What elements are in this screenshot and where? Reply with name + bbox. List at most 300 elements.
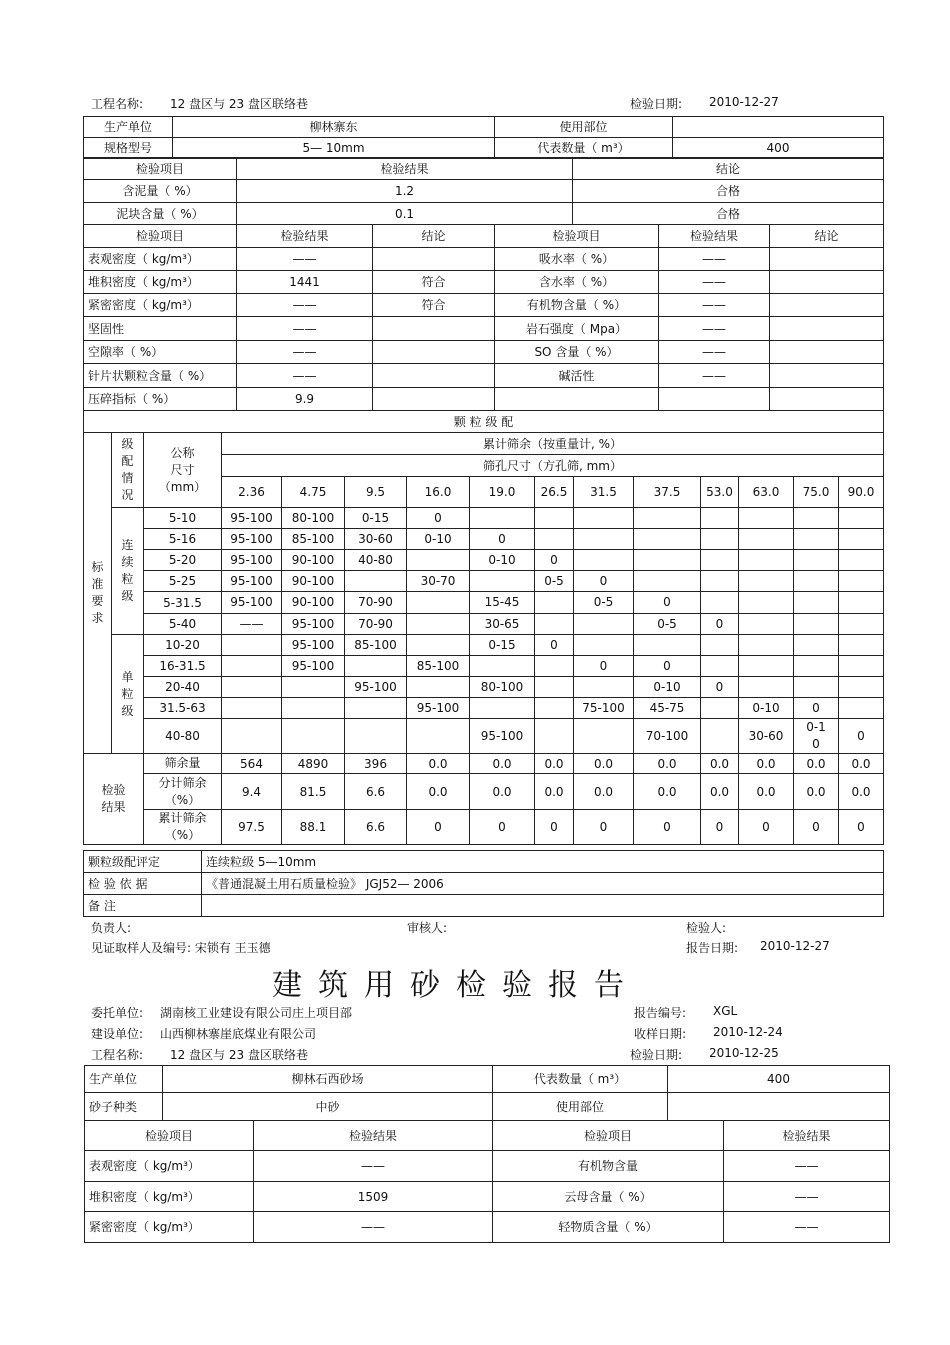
- value-cell: [634, 550, 701, 571]
- value-cell: [222, 635, 282, 656]
- value-cell: 70-100: [634, 719, 701, 754]
- sand-type-label: 砂子种类: [85, 1093, 163, 1121]
- value-cell: [794, 571, 839, 592]
- value-cell: 0: [794, 810, 839, 845]
- sand-prop-item: 紧密密度（ kg/m³）: [85, 1212, 254, 1243]
- size-cell: 31.5-63: [144, 698, 222, 719]
- prop-result-right: ——: [659, 271, 770, 294]
- builder-value: 山西柳林寨崖底煤业有限公司: [160, 1027, 317, 1041]
- prop-conclusion: [373, 317, 495, 341]
- mud-conclusion: 合格: [573, 180, 884, 203]
- test-result-label: 检验 结果: [84, 754, 144, 845]
- value-cell: 0.0: [634, 754, 701, 774]
- value-cell: 80-100: [282, 508, 345, 529]
- value-cell: [739, 508, 794, 529]
- value-cell: [634, 635, 701, 656]
- value-cell: [282, 698, 345, 719]
- value-cell: [222, 698, 282, 719]
- remark-value: [202, 895, 884, 917]
- use-part-label: 使用部位: [495, 117, 673, 138]
- value-cell: [222, 677, 282, 698]
- sand-props-table: [84, 1120, 890, 1243]
- value-cell: 30-65: [470, 614, 535, 635]
- value-cell: 0.0: [739, 774, 794, 810]
- sand-prop-result-right: ——: [724, 1151, 890, 1182]
- value-cell: [535, 508, 574, 529]
- value-cell: [839, 698, 884, 719]
- value-cell: [794, 508, 839, 529]
- value-cell: [535, 656, 574, 677]
- table-row: [84, 614, 884, 635]
- value-cell: [535, 698, 574, 719]
- prop-item-right: 岩石强度（ Mpa）: [495, 317, 659, 341]
- size-cell: 5-16: [144, 529, 222, 550]
- prop-item: 紧密密度（ kg/m³）: [84, 294, 237, 317]
- value-cell: [839, 677, 884, 698]
- prop-item: 压碎指标（ %）: [84, 388, 237, 411]
- value-cell: [701, 571, 739, 592]
- table-row: [84, 810, 884, 845]
- value-cell: [407, 635, 470, 656]
- value-cell: [739, 529, 794, 550]
- value-cell: 0-5: [574, 592, 634, 614]
- value-cell: [407, 719, 470, 754]
- prop-conclusion: [373, 388, 495, 411]
- result-row-label: 累计筛余 （%）: [144, 810, 222, 845]
- value-cell: [574, 635, 634, 656]
- value-cell: [839, 529, 884, 550]
- sand-producer-label: 生产单位: [85, 1066, 163, 1093]
- value-cell: [839, 592, 884, 614]
- sieve-size-cell: 31.5: [574, 477, 634, 508]
- prop-item-right: SO 含量（ %）: [495, 341, 659, 364]
- rating-value: 连续粒级 5—10mm: [202, 851, 884, 873]
- value-cell: 0: [535, 635, 574, 656]
- value-cell: 95-100: [282, 656, 345, 677]
- table-row: [85, 1212, 890, 1243]
- sieve-label: 筛孔尺寸（方孔筛, mm）: [222, 455, 884, 477]
- table-row: [85, 1182, 890, 1212]
- value-cell: [701, 508, 739, 529]
- value-cell: [794, 550, 839, 571]
- value-cell: 70-90: [345, 592, 407, 614]
- prop-conclusion-right: [770, 341, 884, 364]
- value-cell: 95-100: [222, 508, 282, 529]
- witness-label: 见证取样人及编号: 宋锁有 王玉德: [91, 941, 271, 955]
- sand-qty-label: 代表数量（ m³）: [493, 1066, 668, 1093]
- value-cell: 95-100: [222, 550, 282, 571]
- value-cell: 6.6: [345, 810, 407, 845]
- prop-result-right: ——: [659, 294, 770, 317]
- value-cell: 0.0: [739, 754, 794, 774]
- sand-prop-result: 1509: [254, 1182, 493, 1212]
- value-cell: 95-100: [282, 614, 345, 635]
- value-cell: [839, 571, 884, 592]
- value-cell: [739, 656, 794, 677]
- mud-label: 含泥量（ %）: [84, 180, 237, 203]
- value-cell: 0-10: [470, 550, 535, 571]
- value-cell: 30-60: [739, 719, 794, 754]
- value-cell: [794, 635, 839, 656]
- value-cell: [535, 592, 574, 614]
- value-cell: 0-10: [634, 677, 701, 698]
- prop-conclusion-right: [770, 271, 884, 294]
- value-cell: [470, 508, 535, 529]
- value-cell: 85-100: [282, 529, 345, 550]
- mud-result: 1.2: [237, 180, 573, 203]
- value-cell: [701, 698, 739, 719]
- continuous-grading-label: 连 续 粒 级: [112, 508, 144, 635]
- prop-result: ——: [237, 248, 373, 271]
- value-cell: 0: [407, 810, 470, 845]
- prop-item-right: 含水率（ %）: [495, 271, 659, 294]
- producer-label: 生产单位: [84, 117, 173, 138]
- value-cell: [701, 550, 739, 571]
- value-cell: [407, 614, 470, 635]
- value-cell: [574, 677, 634, 698]
- table-row: [84, 635, 884, 656]
- prop-result-right: ——: [659, 317, 770, 341]
- value-cell: [574, 614, 634, 635]
- sand-header-item-right: 检验项目: [493, 1121, 724, 1151]
- value-cell: 0: [574, 656, 634, 677]
- value-cell: 40-80: [345, 550, 407, 571]
- value-cell: 97.5: [222, 810, 282, 845]
- sieve-size-cell: 63.0: [739, 477, 794, 508]
- props-header-item: 检验项目: [84, 225, 237, 248]
- table-row: [84, 294, 884, 317]
- stone-info-table: [83, 116, 884, 159]
- value-cell: 0: [839, 810, 884, 845]
- value-cell: 0: [535, 810, 574, 845]
- sand-prop-item: 表观密度（ kg/m³）: [85, 1151, 254, 1182]
- table-row: [84, 529, 884, 550]
- stone-project-label: 工程名称:: [91, 97, 144, 111]
- value-cell: 0: [701, 614, 739, 635]
- prop-result-right: ——: [659, 248, 770, 271]
- prop-result-right: ——: [659, 341, 770, 364]
- value-cell: 4890: [282, 754, 345, 774]
- value-cell: [839, 508, 884, 529]
- rating-label: 颗粒级配评定: [84, 851, 202, 873]
- sand-report-title: 建筑用砂检验报告: [272, 968, 640, 1003]
- value-cell: [535, 529, 574, 550]
- prop-conclusion-right: [770, 317, 884, 341]
- props-header-item-right: 检验项目: [495, 225, 659, 248]
- value-cell: 95-100: [222, 529, 282, 550]
- sand-qty-value: 400: [668, 1066, 890, 1093]
- props-header-conclusion: 结论: [373, 225, 495, 248]
- value-cell: 0: [470, 529, 535, 550]
- table-row: [84, 592, 884, 614]
- value-cell: 0: [574, 571, 634, 592]
- prop-conclusion-right: [770, 388, 884, 411]
- sieve-size-cell: 9.5: [345, 477, 407, 508]
- clay-result: 0.1: [237, 203, 573, 225]
- sand-use-part-label: 使用部位: [493, 1093, 668, 1121]
- value-cell: 0.0: [794, 774, 839, 810]
- props-header-result: 检验结果: [237, 225, 373, 248]
- value-cell: 0: [535, 550, 574, 571]
- value-cell: [470, 698, 535, 719]
- sample-date-label: 收样日期:: [634, 1027, 687, 1041]
- value-cell: [282, 677, 345, 698]
- prop-result: ——: [237, 364, 373, 388]
- prop-result: ——: [237, 341, 373, 364]
- value-cell: [535, 677, 574, 698]
- value-cell: [839, 614, 884, 635]
- report-no-label: 报告编号:: [634, 1006, 687, 1020]
- value-cell: [345, 698, 407, 719]
- single-grading-label: 单 粒 级: [112, 635, 144, 754]
- value-cell: [535, 719, 574, 754]
- prop-item-right: 吸水率（ %）: [495, 248, 659, 271]
- sand-project-name: 12 盘区与 23 盘区联络巷: [170, 1048, 308, 1062]
- cumulative-label: 累计筛余（按重量计, %）: [222, 433, 884, 455]
- value-cell: 95-100: [222, 571, 282, 592]
- value-cell: 0.0: [470, 754, 535, 774]
- value-cell: 0-5: [634, 614, 701, 635]
- client-value: 湖南核工业建设有限公司庄上项目部: [160, 1006, 353, 1020]
- value-cell: [574, 550, 634, 571]
- value-cell: [839, 550, 884, 571]
- prop-conclusion-right: [770, 248, 884, 271]
- value-cell: 0-1 0: [794, 719, 839, 754]
- sieve-size-cell: 75.0: [794, 477, 839, 508]
- basis-label: 检 验 依 据: [84, 873, 202, 895]
- value-cell: 396: [345, 754, 407, 774]
- stone-props-table: [83, 224, 884, 411]
- value-cell: 45-75: [634, 698, 701, 719]
- stone-project-name: 12 盘区与 23 盘区联络巷: [170, 97, 308, 111]
- value-cell: 15-45: [470, 592, 535, 614]
- value-cell: [470, 656, 535, 677]
- remark-label: 备 注: [84, 895, 202, 917]
- sand-prop-result-right: ——: [724, 1212, 890, 1243]
- size-cell: 40-80: [144, 719, 222, 754]
- value-cell: 75-100: [574, 698, 634, 719]
- value-cell: 0: [470, 810, 535, 845]
- value-cell: [407, 677, 470, 698]
- value-cell: [345, 571, 407, 592]
- value-cell: [739, 614, 794, 635]
- table-row: [84, 317, 884, 341]
- value-cell: 6.6: [345, 774, 407, 810]
- grading-state-label: 级 配 情 况: [112, 433, 144, 508]
- size-cell: 10-20: [144, 635, 222, 656]
- grading-table: [83, 410, 884, 845]
- prop-result: 9.9: [237, 388, 373, 411]
- report-date: 2010-12-27: [760, 939, 830, 953]
- value-cell: 0.0: [839, 754, 884, 774]
- use-part-value: [673, 117, 884, 138]
- value-cell: 564: [222, 754, 282, 774]
- report-date-label: 报告日期:: [686, 941, 739, 955]
- sand-prop-item-right: 轻物质含量（ %）: [493, 1212, 724, 1243]
- table-row: [84, 774, 884, 810]
- value-cell: 90-100: [282, 571, 345, 592]
- value-cell: [407, 592, 470, 614]
- value-cell: [282, 719, 345, 754]
- value-cell: 95-100: [345, 677, 407, 698]
- value-cell: 0: [407, 508, 470, 529]
- value-cell: 0.0: [574, 754, 634, 774]
- table-row: [84, 677, 884, 698]
- sand-info-table: [84, 1065, 890, 1121]
- sieve-size-cell: 2.36: [222, 477, 282, 508]
- value-cell: 0-15: [345, 508, 407, 529]
- sand-header-result: 检验结果: [254, 1121, 493, 1151]
- value-cell: [634, 571, 701, 592]
- value-cell: 0.0: [574, 774, 634, 810]
- responsible-label: 负责人:: [91, 921, 132, 935]
- value-cell: 95-100: [282, 635, 345, 656]
- prop-conclusion: 符合: [373, 271, 495, 294]
- sieve-size-cell: 37.5: [634, 477, 701, 508]
- value-cell: 0: [794, 698, 839, 719]
- prop-result-right: [659, 388, 770, 411]
- result-row-label: 筛余量: [144, 754, 222, 774]
- sand-prop-item-right: 有机物含量: [493, 1151, 724, 1182]
- value-cell: [794, 614, 839, 635]
- header-item: 检验项目: [84, 158, 237, 180]
- value-cell: 0: [634, 656, 701, 677]
- value-cell: [794, 656, 839, 677]
- clay-conclusion: 合格: [573, 203, 884, 225]
- builder-label: 建设单位:: [91, 1027, 144, 1041]
- header-conclusion: 结论: [573, 158, 884, 180]
- sand-header-result-right: 检验结果: [724, 1121, 890, 1151]
- table-row: [84, 719, 884, 754]
- value-cell: 0.0: [794, 754, 839, 774]
- prop-item-right: 碱活性: [495, 364, 659, 388]
- value-cell: [739, 571, 794, 592]
- value-cell: [839, 635, 884, 656]
- value-cell: 0-5: [535, 571, 574, 592]
- size-cell: 20-40: [144, 677, 222, 698]
- value-cell: 88.1: [282, 810, 345, 845]
- value-cell: [574, 508, 634, 529]
- sand-header-item: 检验项目: [85, 1121, 254, 1151]
- sand-test-date: 2010-12-25: [709, 1046, 779, 1060]
- value-cell: [345, 656, 407, 677]
- value-cell: 0: [739, 810, 794, 845]
- stone-test-date: 2010-12-27: [709, 95, 779, 109]
- value-cell: [222, 656, 282, 677]
- value-cell: [701, 529, 739, 550]
- prop-conclusion: 符合: [373, 294, 495, 317]
- sand-prop-result-right: ——: [724, 1182, 890, 1212]
- value-cell: 0: [839, 719, 884, 754]
- value-cell: 0.0: [839, 774, 884, 810]
- stone-footer-table: [83, 850, 884, 917]
- sand-use-part-value: [668, 1093, 890, 1121]
- value-cell: 0: [574, 810, 634, 845]
- prop-result: ——: [237, 294, 373, 317]
- prop-item-right: [495, 388, 659, 411]
- table-row: [84, 754, 884, 774]
- sand-test-date-label: 检验日期:: [630, 1048, 683, 1062]
- size-cell: 5-10: [144, 508, 222, 529]
- sand-prop-result: ——: [254, 1212, 493, 1243]
- value-cell: 0.0: [470, 774, 535, 810]
- table-row: [84, 364, 884, 388]
- prop-item: 表观密度（ kg/m³）: [84, 248, 237, 271]
- nominal-size-label: 公称 尺寸 （mm）: [144, 433, 222, 508]
- stone-mud-table: [83, 157, 884, 225]
- value-cell: [535, 614, 574, 635]
- size-cell: 5-20: [144, 550, 222, 571]
- grading-title: 颗 粒 级 配: [84, 411, 884, 433]
- value-cell: [701, 656, 739, 677]
- value-cell: 81.5: [282, 774, 345, 810]
- prop-item-right: 有机物含量（ %）: [495, 294, 659, 317]
- sieve-size-cell: 26.5: [535, 477, 574, 508]
- value-cell: [574, 719, 634, 754]
- value-cell: [701, 592, 739, 614]
- value-cell: 0.0: [535, 774, 574, 810]
- sieve-size-cell: 90.0: [839, 477, 884, 508]
- value-cell: [634, 529, 701, 550]
- value-cell: 0: [634, 592, 701, 614]
- inspector-label: 检验人:: [686, 921, 727, 935]
- value-cell: [794, 592, 839, 614]
- stone-test-date-label: 检验日期:: [630, 97, 683, 111]
- reviewer-label: 审核人:: [407, 921, 448, 935]
- value-cell: 0-10: [407, 529, 470, 550]
- header-result: 检验结果: [237, 158, 573, 180]
- value-cell: [794, 677, 839, 698]
- prop-conclusion: [373, 248, 495, 271]
- value-cell: 0.0: [634, 774, 701, 810]
- sand-project-label: 工程名称:: [91, 1048, 144, 1062]
- value-cell: [701, 635, 739, 656]
- value-cell: 0.0: [701, 774, 739, 810]
- value-cell: 0: [701, 810, 739, 845]
- value-cell: 0.0: [407, 774, 470, 810]
- table-row: [84, 571, 884, 592]
- value-cell: [634, 508, 701, 529]
- table-row: [84, 388, 884, 411]
- value-cell: 0-15: [470, 635, 535, 656]
- table-row: [84, 656, 884, 677]
- value-cell: 0-10: [739, 698, 794, 719]
- result-row-label: 分计筛余 （%）: [144, 774, 222, 810]
- value-cell: 85-100: [407, 656, 470, 677]
- prop-conclusion-right: [770, 294, 884, 317]
- value-cell: [345, 719, 407, 754]
- value-cell: 0.0: [535, 754, 574, 774]
- value-cell: 30-60: [345, 529, 407, 550]
- value-cell: 0: [701, 677, 739, 698]
- table-row: [84, 271, 884, 294]
- prop-conclusion-right: [770, 364, 884, 388]
- value-cell: [739, 635, 794, 656]
- clay-label: 泥块含量（ %）: [84, 203, 237, 225]
- value-cell: [470, 571, 535, 592]
- value-cell: 30-70: [407, 571, 470, 592]
- spec-value: 5— 10mm: [173, 138, 495, 159]
- sieve-size-cell: 53.0: [701, 477, 739, 508]
- value-cell: [794, 529, 839, 550]
- qty-label: 代表数量（ m³）: [495, 138, 673, 159]
- sand-prop-item-right: 云母含量（ %）: [493, 1182, 724, 1212]
- size-cell: 5-25: [144, 571, 222, 592]
- prop-result: 1441: [237, 271, 373, 294]
- value-cell: 90-100: [282, 592, 345, 614]
- value-cell: [574, 529, 634, 550]
- prop-result-right: ——: [659, 364, 770, 388]
